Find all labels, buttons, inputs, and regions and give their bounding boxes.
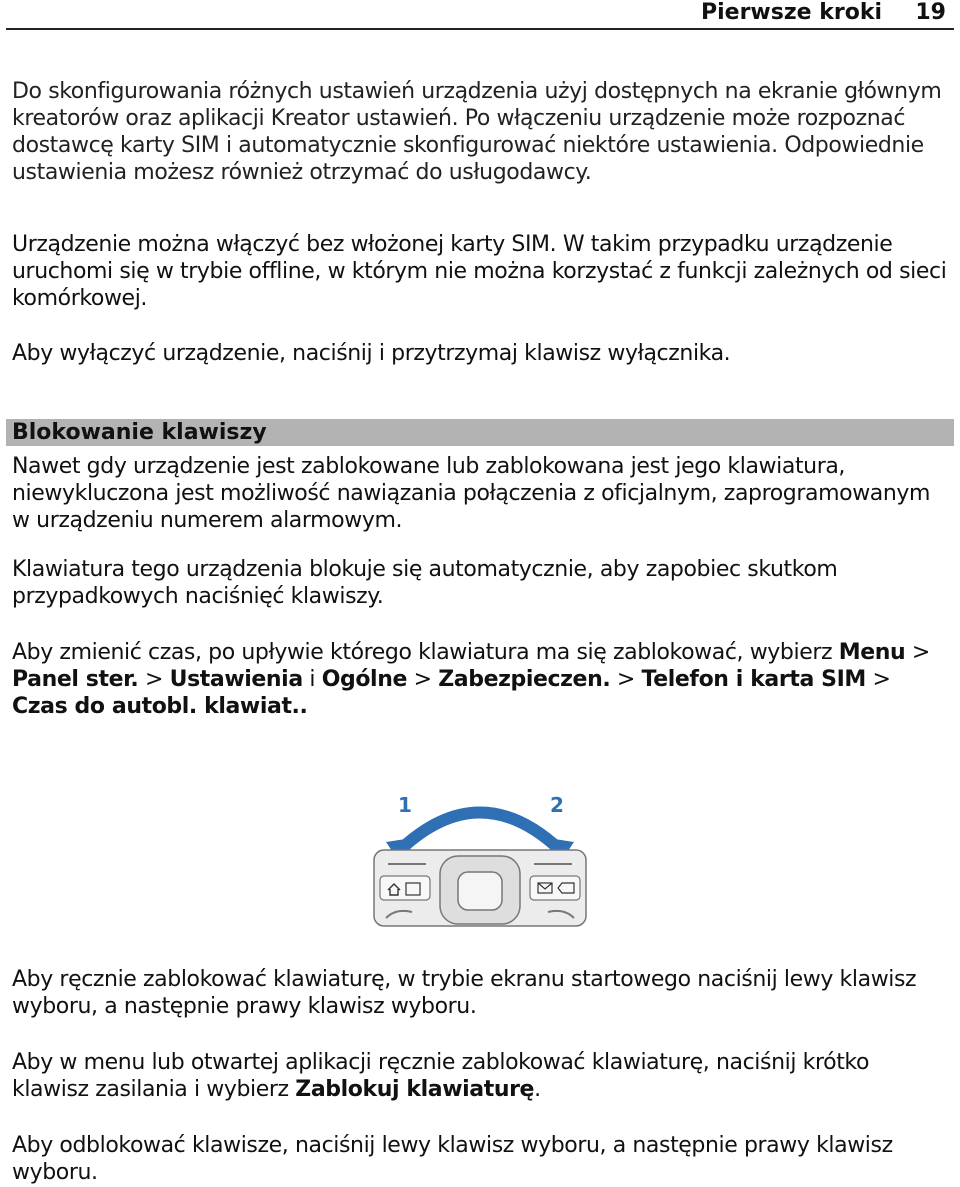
menu-path-zabezpieczen: Zabezpieczen.	[438, 667, 611, 692]
menu-lock-suffix: .	[534, 1077, 541, 1102]
menu-path-telefon: Telefon i karta SIM	[641, 667, 866, 692]
menu-lock-prefix: Aby w menu lub otwartej aplikacji ręcznie zablokować klawiaturę, naciśnij krótko klawisz zasilania i wybierz	[12, 1050, 870, 1102]
menu-path-and: i	[302, 667, 322, 692]
menu-path-czas: Czas do autobl. klawiat.	[12, 694, 300, 719]
menu-path-panel: Panel ster.	[12, 667, 139, 692]
curved-arrow-icon	[400, 813, 560, 851]
menu-path-sep: >	[905, 640, 930, 665]
figure-label-2: 2	[550, 793, 564, 817]
menu-path-menu: Menu	[838, 640, 906, 665]
chapter-title: Pierwsze kroki	[700, 0, 882, 25]
manual-lock-paragraph: Aby ręcznie zablokować klawiaturę, w trybie ekranu startowego naciśnij lewy klawisz wyboru, a następnie prawy klawisz wyboru.	[12, 967, 917, 1019]
menu-path-sep: >	[406, 667, 439, 692]
left-selection-key	[380, 876, 430, 900]
section-title: Blokowanie klawiszy	[12, 420, 267, 445]
menu-path-sep: >	[865, 667, 891, 692]
autolock-paragraph: Klawiatura tego urządzenia blokuje się automatycznie, aby zapobiec skutkom przypadkowych naciśnięć klawiszy.	[12, 557, 838, 609]
section-heading-bar	[6, 419, 954, 446]
emergency-paragraph: Nawet gdy urządzenie jest zablokowane lub zablokowana jest jego klawiatura, niewykluczona jest możliwość nawiązania połączenia z oficjalnym, zaprogramowanym w urządzeniu numerem alarmowym.	[12, 454, 931, 533]
timeout-suffix: .	[299, 694, 308, 719]
menu-path-ustawienia: Ustawienia	[169, 667, 303, 692]
sim-paragraph: Urządzenie można włączyć bez włożonej karty SIM. W takim przypadku urządzenie uruchomi się w trybie offline, w którym nie można korzystać z funkcji zależnych od sieci komórkowej.	[12, 232, 947, 311]
keypad-figure	[360, 780, 600, 930]
unlock-paragraph: Aby odblokować klawisze, naciśnij lewy klawisz wyboru, a następnie prawy klawisz wyboru.	[12, 1133, 893, 1185]
menu-path-ogolne: Ogólne	[321, 667, 407, 692]
lock-option: Zablokuj klawiaturę	[295, 1077, 535, 1102]
timeout-prefix: Aby zmienić czas, po upływie którego klawiatura ma się zablokować, wybierz	[12, 640, 839, 665]
page-number: 19	[915, 0, 946, 25]
menu-path-sep: >	[610, 667, 642, 692]
menu-path-sep: >	[138, 667, 170, 692]
timeout-paragraph	[12, 639, 952, 720]
menu-lock-paragraph	[12, 1049, 952, 1103]
center-key	[458, 872, 502, 910]
power-off-paragraph: Aby wyłączyć urządzenie, naciśnij i przytrzymaj klawisz wyłącznika.	[12, 341, 731, 366]
page-header	[6, 0, 954, 30]
intro-paragraph: Do skonfigurowania różnych ustawień urządzenia użyj dostępnych na ekranie głównym kreatorów oraz aplikacji Kreator ustawień. Po włączeniu urządzenie może rozpoznać dostawcę karty SIM i automatycznie skonfigurować niektóre ustawienia. Odpowiednie ustawienia możesz również otrzymać do usługodawcy.	[12, 79, 942, 185]
figure-label-1: 1	[398, 793, 412, 817]
